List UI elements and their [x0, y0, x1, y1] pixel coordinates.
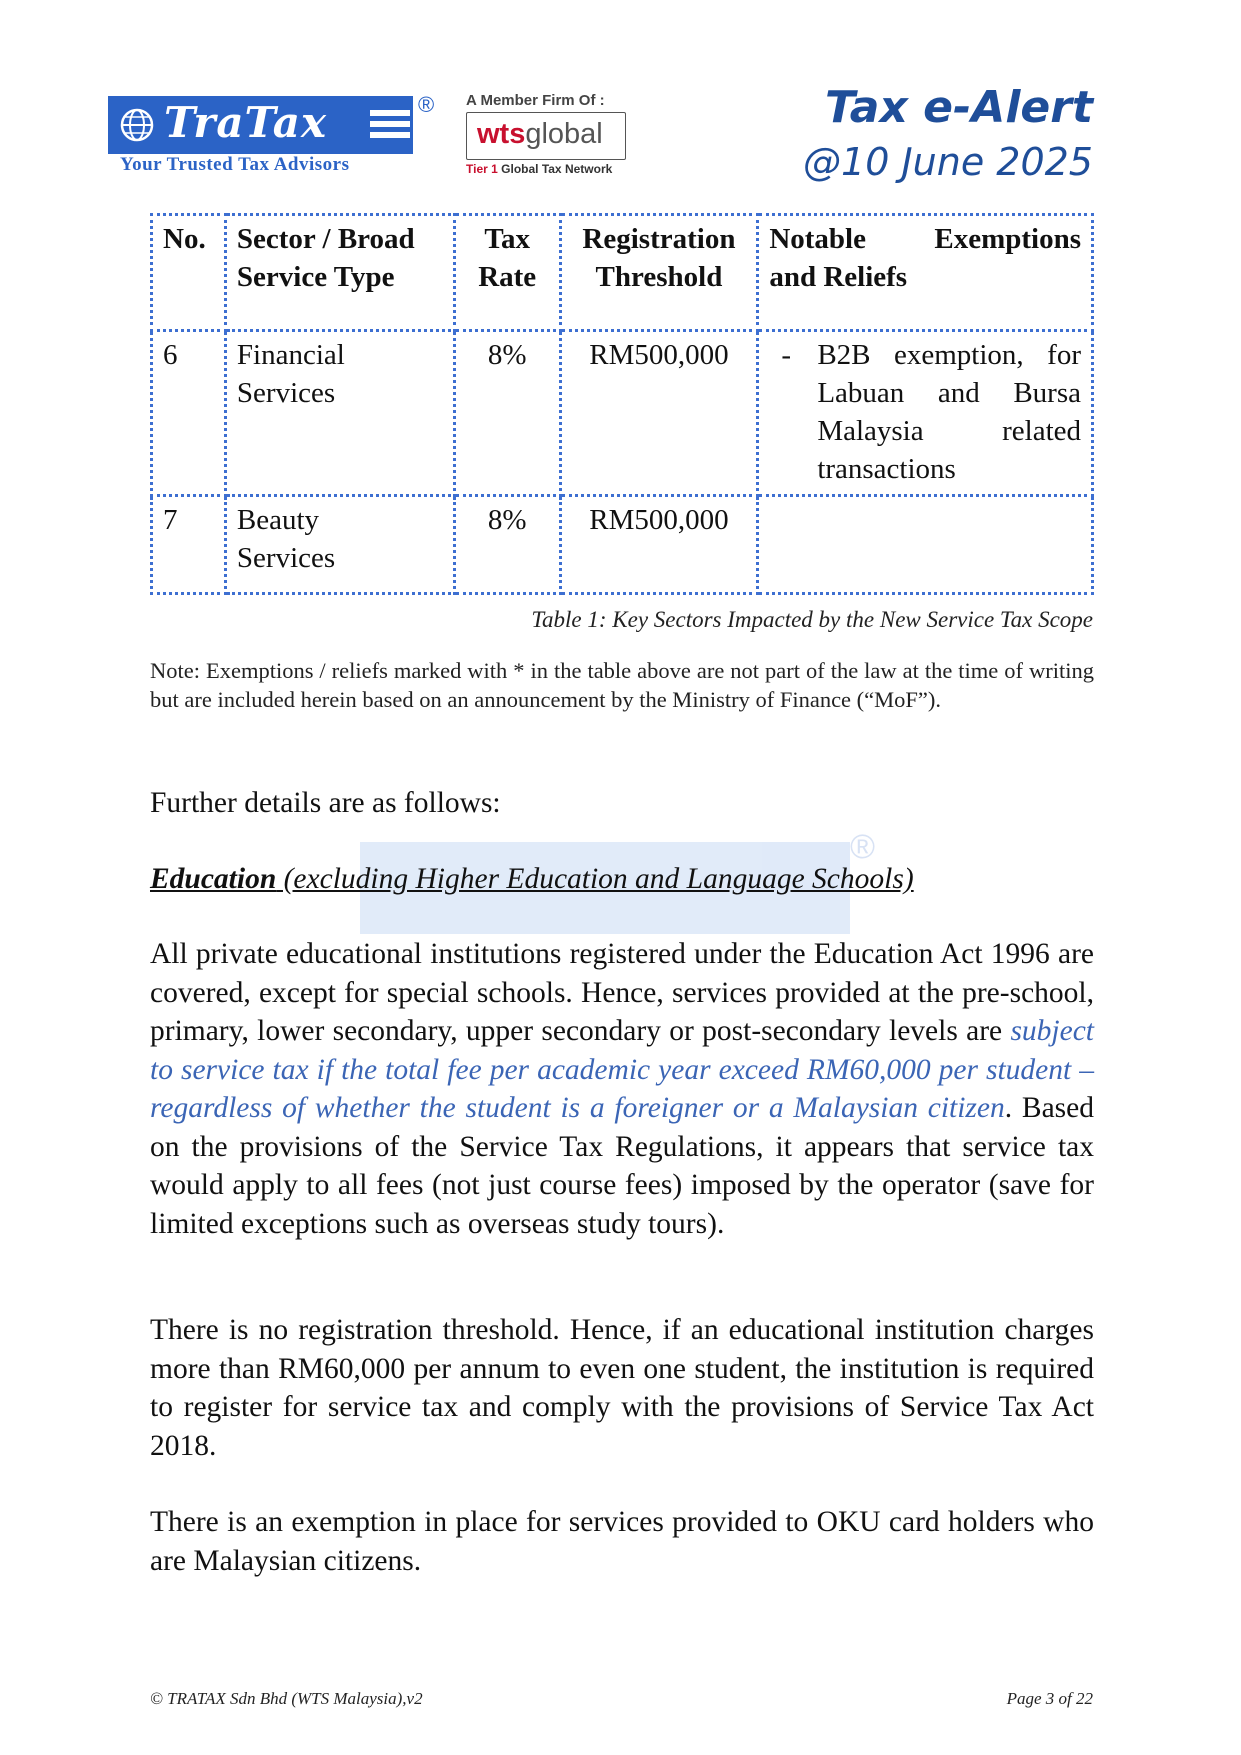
education-paragraph-2: There is no registration threshold. Hence, if an educational institution charges more than RM60,000 per annum to even one student, the institution is required to register for service tax and comply with the provisions of Service Tax Act 2018. [150, 1314, 1094, 1462]
exemption-line: Malaysia related [817, 415, 1081, 447]
cell-tax-rate: 8% [454, 331, 560, 496]
table-row [152, 331, 1093, 496]
header-sector: Sector / Broad Service Type [225, 215, 454, 331]
wts-logo-text: wtsglobal [477, 118, 603, 150]
table-row [152, 496, 1093, 594]
header-notable-exemptions: Notable Exemptions and Reliefs [758, 215, 1093, 331]
cell-exemptions [758, 496, 1093, 594]
footer-page-number: Page 3 of 22 [1006, 1689, 1093, 1708]
table-caption: Table 1: Key Sectors Impacted by the New Service Tax Scope [531, 607, 1093, 632]
globe-icon [120, 108, 154, 142]
footer-copyright: © TRATAX Sdn Bhd (WTS Malaysia),v2 [150, 1689, 423, 1708]
exemption-line: transactions [817, 453, 956, 485]
exemption-list-item [769, 336, 1081, 488]
cell-sector: Beauty Services [225, 496, 454, 594]
education-paragraph-1: All private educational institutions registered under the Education Act 1996 are covered, except for special schools. Hence, services provided at the pre-school, primary, lower secondary, upper secondary or post-secondary levels are subject to service tax if the total fee per academic year exceed RM60,000 per student – regardless of whether the student is a foreigner or a Malaysian citizen. Based on the provisions of the Service Tax Regulations, it appears that service tax would apply to all fees (not just course fees) imposed by the operator (save for limited exceptions such as overseas study tours). [150, 938, 1094, 1240]
exemption-line: Labuan and Bursa [817, 377, 1081, 409]
further-details-text: Further details are as follows: [150, 787, 501, 819]
section-heading-rest: (excluding Higher Education and Language Schools) [276, 863, 914, 895]
sectors-table [150, 213, 1094, 595]
cell-sector: Financial Services [225, 331, 454, 496]
highlighted-text: subject to service tax if the total fee per academic year exceed RM60,000 per student – regardless of whether the student is a foreigner or a Malaysian citizen [150, 1015, 1094, 1124]
header-registration-threshold: Registration Threshold [560, 215, 758, 331]
exemption-line: B2B exemption, for [817, 339, 1081, 371]
cell-threshold: RM500,000 [560, 331, 758, 496]
watermark-registered-mark: ® [850, 828, 876, 866]
table-header-row [152, 215, 1093, 331]
wts-logo-box [466, 112, 626, 160]
alert-date: @10 June 2025 [803, 140, 1093, 184]
cell-exemptions [758, 331, 1093, 496]
cell-tax-rate: 8% [454, 496, 560, 594]
wts-tier-text: Tier 1 Global Tax Network [466, 162, 613, 176]
header-tax-rate: Tax Rate [454, 215, 560, 331]
table-note: Note: Exemptions / reliefs marked with * in the table above are not part of the law at the time of writing but are included herein based on an announcement by the Ministry of Finance (“MoF”). [150, 658, 1094, 712]
tratax-logo [108, 92, 438, 178]
tratax-logo-lines [370, 110, 410, 143]
cell-threshold: RM500,000 [560, 496, 758, 594]
cell-no: 7 [152, 496, 226, 594]
wts-global-logo [466, 92, 636, 182]
alert-title: Tax e-Alert [825, 82, 1093, 133]
education-paragraph-3: There is an exemption in place for services provided to OKU card holders who are Malaysian citizens. [150, 1506, 1094, 1577]
section-heading-bold: Education [150, 863, 277, 895]
tratax-logo-word: TraTax [164, 98, 328, 147]
cell-no: 6 [152, 331, 226, 496]
tax-e-alert-header [803, 80, 1093, 188]
registered-mark: ® [418, 92, 435, 117]
header-no: No. [152, 215, 226, 331]
section-heading-education [150, 860, 1094, 899]
tratax-logo-box [108, 96, 413, 154]
exemption-dash: - [781, 339, 791, 371]
tratax-tagline: Your Trusted Tax Advisors [120, 154, 350, 175]
wts-member-text: A Member Firm Of : [466, 92, 605, 109]
